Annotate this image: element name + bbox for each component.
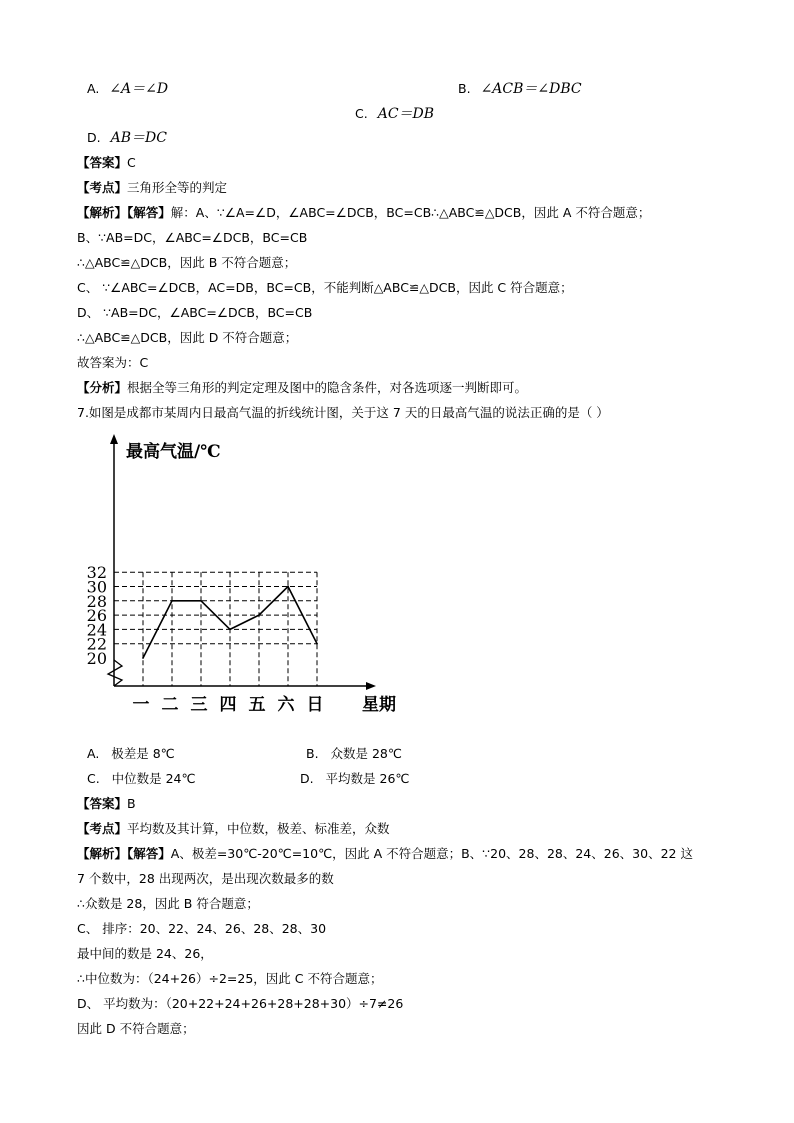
q6-option-b-letter: B. xyxy=(458,81,471,96)
y-axis-label: 最高气温/℃ xyxy=(126,442,221,462)
q6-option-b-expr: ∠ACB＝∠DBC xyxy=(480,81,582,97)
x-tick-label: 一 xyxy=(132,695,150,715)
data-point xyxy=(142,657,144,659)
chart-axes xyxy=(108,434,376,690)
q6-option-d-letter: D. xyxy=(87,130,101,145)
q7-option-a[interactable] xyxy=(87,745,175,763)
q7-option-d-text: 平均数是 26℃ xyxy=(325,771,410,786)
data-point xyxy=(316,643,318,645)
data-point xyxy=(171,600,173,602)
axis-break-icon xyxy=(108,660,122,686)
q7-jiexi-line: D、 平均数为：（20+22+24+26+28+28+30）÷7≠26 xyxy=(77,996,404,1011)
q6-fenxi xyxy=(77,379,527,397)
q6-jiexi-line: C、 ∵∠ABC=∠DCB，AC=DB，BC=CB，不能判断△ABC≌△DCB，因此 C 符合题意； xyxy=(77,280,573,295)
x-tick-label: 三 xyxy=(190,695,208,715)
q7-jiexi-line: ∴中位数为：（24+26）÷2=25，因此 C 不符合题意； xyxy=(77,971,383,986)
q6-option-a-expr: ∠A＝∠D xyxy=(109,81,169,97)
data-point xyxy=(200,600,202,602)
y-tick-label: 20 xyxy=(86,649,107,668)
q7-jiexi-line: 最中间的数是 24、26， xyxy=(77,946,213,961)
q6-kaodian-text: 三角形全等的判定 xyxy=(127,180,228,195)
x-axis-label: 星期 xyxy=(362,695,396,715)
q7-jiexi-line: C、 排序：20、22、24、26、28、28、30 xyxy=(77,921,327,936)
y-tick-label: 26 xyxy=(86,606,107,626)
q6-kaodian-label: 【考点】 xyxy=(77,180,128,195)
q6-answer-label: 【答案】 xyxy=(77,155,128,170)
q7-jiexi xyxy=(77,845,693,863)
q6-option-c[interactable] xyxy=(355,105,434,123)
q6-option-a-letter: A. xyxy=(87,81,100,96)
q6-jiexi xyxy=(77,204,650,222)
q6-jiexi-label: 【解析】【解答】 xyxy=(77,205,171,220)
q7-option-a-letter: A. xyxy=(87,746,100,761)
q7-kaodian-label: 【考点】 xyxy=(77,821,128,836)
q6-jiexi-line: D、 ∵AB=DC，∠ABC=∠DCB，BC=CB xyxy=(77,305,313,320)
x-tick-label: 二 xyxy=(161,695,179,715)
y-tick-label: 30 xyxy=(86,577,107,597)
x-tick-label: 五 xyxy=(248,695,266,715)
q7-option-b-text: 众数是 28℃ xyxy=(330,746,402,761)
q7-jiexi-line: 因此 D 不符合题意； xyxy=(77,1021,195,1036)
y-axis-arrow xyxy=(110,434,118,444)
q7-answer xyxy=(77,795,136,813)
x-axis-arrow xyxy=(366,682,376,690)
q6-answer xyxy=(77,154,136,172)
q7-answer-value: B xyxy=(127,796,136,811)
q6-option-c-expr: AC＝DB xyxy=(377,106,435,122)
q7-option-c[interactable] xyxy=(87,770,196,788)
data-point xyxy=(258,614,260,616)
q7-option-a-text: 极差是 8℃ xyxy=(111,746,175,761)
q6-fenxi-text: 根据全等三角形的判定定理及图中的隐含条件，对各选项逐一判断即可。 xyxy=(127,380,528,395)
y-tick-label: 24 xyxy=(86,620,107,640)
q6-jiexi-line: ∴△ABC≌△DCB，因此 D 不符合题意； xyxy=(77,330,298,345)
q7-option-c-letter: C. xyxy=(87,771,100,786)
q7-option-b[interactable] xyxy=(306,745,402,763)
q6-jiexi-line: ∴△ABC≌△DCB，因此 B 不符合题意； xyxy=(77,255,297,270)
data-point xyxy=(229,629,231,631)
x-tick-label: 六 xyxy=(277,695,295,715)
q7-option-d-letter: D. xyxy=(300,771,314,786)
data-point xyxy=(287,586,289,588)
q7-answer-label: 【答案】 xyxy=(77,796,128,811)
q6-answer-value: C xyxy=(127,155,136,170)
y-tick-label: 32 xyxy=(86,563,107,583)
q6-option-b[interactable] xyxy=(458,80,582,98)
y-tick-label: 28 xyxy=(86,591,107,611)
q6-option-d-expr: AB＝DC xyxy=(110,130,167,146)
q7-jiexi-line: A、极差=30℃-20℃=10℃，因此 A 不符合题意；B、∵20、28、28、24、26、30、22 这 xyxy=(170,846,693,861)
x-tick-label: 日 xyxy=(306,695,324,715)
q6-jiexi-line: 解：A、∵∠A=∠D，∠ABC=∠DCB，BC=CB∴△ABC≌△DCB，因此 A 不符合题意； xyxy=(170,205,651,220)
y-tick-label: 22 xyxy=(86,634,107,654)
q6-option-d[interactable] xyxy=(87,129,167,147)
chart-grid xyxy=(114,572,317,686)
q7-option-b-letter: B. xyxy=(306,746,319,761)
q7-jiexi-label: 【解析】【解答】 xyxy=(77,846,171,861)
q6-fenxi-label: 【分析】 xyxy=(77,380,128,395)
temperature-line-chart xyxy=(86,432,420,722)
x-tick-label: 四 xyxy=(219,695,237,715)
q6-jiexi-line: 故答案为：C xyxy=(77,355,149,370)
q7-question: 7.如图是成都市某周内日最高气温的折线统计图，关于这 7 天的日最高气温的说法正确的是（ ） xyxy=(77,405,609,420)
q6-option-a[interactable] xyxy=(87,80,168,98)
q7-jiexi-line: 7 个数中，28 出现两次，是出现次数最多的数 xyxy=(77,871,334,886)
q7-kaodian-text: 平均数及其计算，中位数，极差、标准差，众数 xyxy=(127,821,390,836)
q6-option-c-letter: C. xyxy=(355,106,368,121)
q6-jiexi-line: B、∵AB=DC，∠ABC=∠DCB，BC=CB xyxy=(77,230,308,245)
q6-kaodian xyxy=(77,179,227,197)
q7-option-d[interactable] xyxy=(300,770,409,788)
q7-kaodian xyxy=(77,820,390,838)
q7-jiexi-line: ∴众数是 28，因此 B 符合题意； xyxy=(77,896,259,911)
q7-option-c-text: 中位数是 24℃ xyxy=(111,771,196,786)
